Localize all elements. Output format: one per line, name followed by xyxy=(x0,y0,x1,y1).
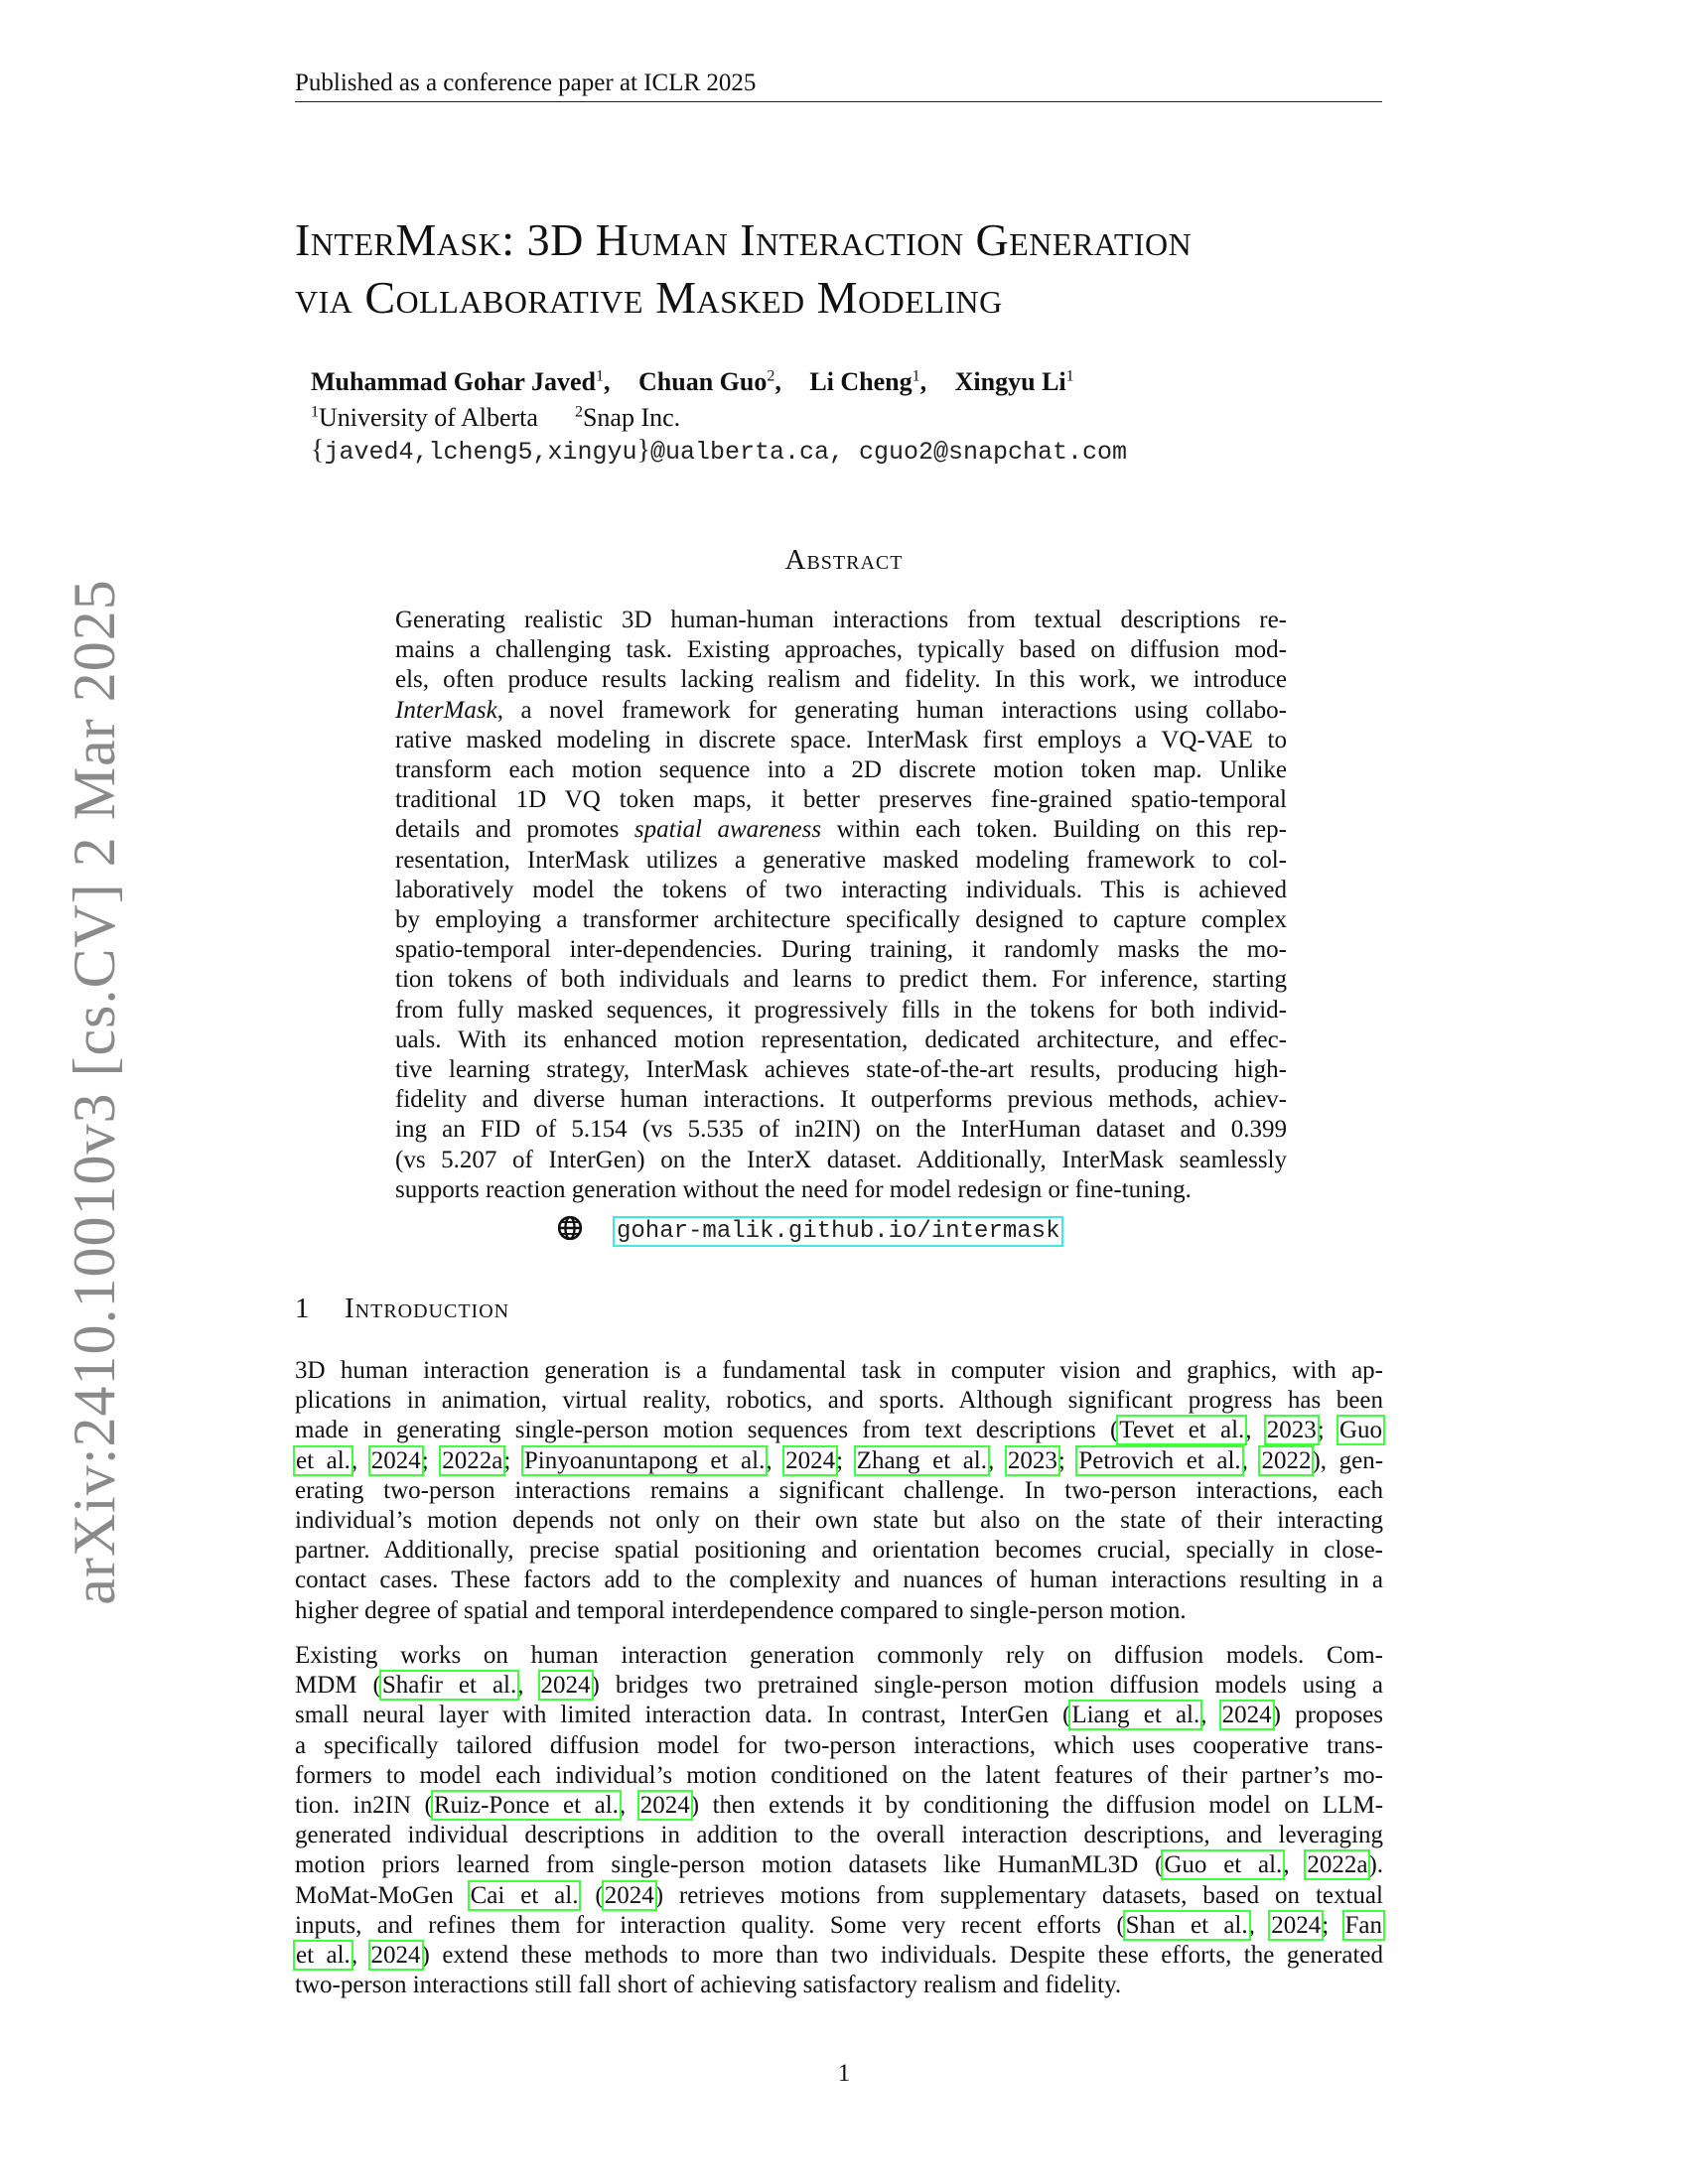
text-line: made in generating single-person motion sequences from text descriptions (Tevet et al., 2023; Guo xyxy=(295,1417,1382,1444)
affiliation-mark: 1 xyxy=(311,403,319,421)
author-emails xyxy=(311,435,1127,467)
text-line: contact cases. These factors add to the complexity and nuances of human interactions resulting in a xyxy=(295,1567,1383,1594)
abstract-line: uals. With its enhanced motion representation, dedicated architecture, and effec- xyxy=(395,1025,1287,1053)
citation-link[interactable]: 2024 xyxy=(639,1792,690,1820)
text-line: 3D human interaction generation is a fundamental task in computer vision and graphics, with ap- xyxy=(295,1357,1383,1384)
abstract-line: ing an FID of 5.154 (vs 5.535 of in2IN) on the InterHuman dataset and 0.399 xyxy=(395,1116,1287,1144)
abstract-line: traditional 1D VQ token maps, it better preserves fine-grained spatio-temporal xyxy=(395,786,1287,814)
email-domains: @ualberta.ca, cguo2@snapchat.com xyxy=(649,438,1128,467)
email-brace-close: } xyxy=(636,435,650,466)
citation-link[interactable]: et al. xyxy=(296,1446,351,1474)
citation-link[interactable]: Ruiz-Ponce et al. xyxy=(433,1792,619,1820)
text-line: individual’s motion depends not only on their own state but also on the state of their interacting xyxy=(295,1507,1383,1535)
author-affiliation-mark: 2 xyxy=(767,367,775,385)
author-affiliation-mark: 1 xyxy=(1065,367,1074,385)
text-line: inputs, and refines them for interaction quality. Some very recent efforts (Shan et al., 2024; Fan xyxy=(295,1911,1382,1939)
arxiv-identifier-stamp: arXiv:2410.10010v3 [cs.CV] 2 Mar 2025 xyxy=(62,579,127,1605)
citation-link[interactable]: 2024 xyxy=(370,1446,421,1474)
text-line: plications in animation, virtual reality, robotics, and sports. Although significant progress has been xyxy=(295,1387,1383,1415)
author-name: Li Cheng xyxy=(809,367,913,396)
text-line: higher degree of spatial and temporal interdependence compared to single-person motion. xyxy=(295,1596,1187,1624)
citation-link[interactable]: 2024 xyxy=(604,1881,654,1909)
text-line: et al., 2024; 2022a; Pinyoanuntapong et al., 2024; Zhang et al., 2023; Petrovich et al., 2022), gen- xyxy=(296,1446,1384,1474)
text-line: MDM (Shafir et al., 2024) bridges two pretrained single-person motion diffusion models using a xyxy=(295,1672,1384,1700)
text-line: partner. Additionally, precise spatial positioning and orientation becomes crucial, specially in close- xyxy=(295,1537,1383,1565)
citation-link[interactable]: Petrovich et al. xyxy=(1078,1446,1241,1474)
text-line: Existing works on human interaction generation commonly rely on diffusion models. Com- xyxy=(295,1642,1383,1669)
citation-link[interactable]: 2024 xyxy=(1221,1702,1272,1729)
abstract-line: spatio-temporal inter-dependencies. During training, it randomly masks the mo- xyxy=(395,936,1287,964)
author-affiliation-mark: 1 xyxy=(912,367,920,385)
section-number: 1 xyxy=(295,1293,310,1324)
abstract-line: details and promotes spatial awareness within each token. Building on this rep- xyxy=(395,816,1287,844)
citation-link[interactable]: Pinyoanuntapong et al. xyxy=(523,1446,766,1474)
citation-link[interactable]: 2022 xyxy=(1261,1446,1312,1474)
abstract-line: Generating realistic 3D human-human interactions from textual descriptions re- xyxy=(395,607,1287,633)
page-number: 1 xyxy=(837,2060,851,2087)
section-heading-introduction xyxy=(295,1293,509,1325)
text-line: motion priors learned from single-person motion datasets like HumanML3D (Guo et al., 2022a). xyxy=(295,1851,1384,1879)
title-line-1: InterMask: 3D Human Interaction Generation xyxy=(295,214,1193,265)
affiliation-mark: 2 xyxy=(574,403,583,421)
globe-icon xyxy=(557,1215,583,1241)
citation-link[interactable]: 2023 xyxy=(1007,1446,1057,1474)
abstract-line: tion tokens of both individuals and learns to predict them. For inference, starting xyxy=(395,966,1287,994)
abstract-line: fidelity and diverse human interactions. It outperforms previous methods, achiev- xyxy=(395,1086,1287,1114)
abstract-line: resentation, InterMask utilizes a generative masked modeling framework to col- xyxy=(395,846,1287,874)
citation-link[interactable]: Zhang et al. xyxy=(856,1446,988,1474)
text-line: tion. in2IN (Ruiz-Ponce et al., 2024) then extends it by conditioning the diffusion model on LLM- xyxy=(295,1792,1384,1820)
author-name: Xingyu Li xyxy=(954,367,1066,396)
abstract-line: laboratively model the tokens of two interacting individuals. This is achieved xyxy=(395,876,1287,903)
email-usernames: javed4,lcheng5,xingyu xyxy=(324,438,637,467)
abstract-line: InterMask, a novel framework for generating human interactions using collabo- xyxy=(395,696,1287,724)
abstract-line: tive learning strategy, InterMask achieves state-of-the-art results, producing high- xyxy=(395,1056,1287,1084)
citation-link[interactable]: 2024 xyxy=(540,1672,591,1700)
abstract-line: by employing a transformer architecture specifically designed to capture complex xyxy=(395,906,1287,934)
abstract-body xyxy=(395,606,1287,1205)
emphasized-term: spatial awareness xyxy=(633,816,822,844)
abstract-line: mains a challenging task. Existing approaches, typically based on diffusion mod- xyxy=(395,636,1287,664)
citation-link[interactable]: Fan xyxy=(1344,1911,1382,1939)
project-link[interactable] xyxy=(557,1215,1063,1245)
text-line: two-person interactions still fall short of achieving satisfactory realism and fidelity. xyxy=(295,1972,1122,1999)
text-line: small neural layer with limited interaction data. In contrast, InterGen (Liang et al., 2024) proposes xyxy=(295,1702,1383,1729)
intro-paragraph-1 xyxy=(295,1356,1383,1626)
citation-link[interactable]: 2022a xyxy=(1307,1851,1368,1879)
intro-paragraph-2 xyxy=(295,1641,1383,2000)
citation-link[interactable]: 2024 xyxy=(370,1942,421,1970)
citation-link[interactable]: Shan et al. xyxy=(1125,1911,1248,1939)
author-name: Muhammad Gohar Javed xyxy=(311,367,596,396)
citation-link[interactable]: 2022a xyxy=(442,1446,503,1474)
text-line: generated individual descriptions in addition to the overall interaction descriptions, and leveraging xyxy=(295,1822,1383,1849)
text-line: et al., 2024) extend these methods to more than two individuals. Despite these efforts, the generated xyxy=(296,1942,1383,1970)
author-name: Chuan Guo xyxy=(638,367,768,396)
citation-link[interactable]: Liang et al. xyxy=(1071,1702,1200,1729)
affiliation-name: Snap Inc. xyxy=(582,403,681,432)
emphasized-term: InterMask xyxy=(395,696,497,724)
section-title: Introduction xyxy=(345,1293,510,1324)
abstract-line: els, often produce results lacking realism and fidelity. In this work, we introduce xyxy=(395,666,1287,694)
citation-link[interactable]: et al. xyxy=(296,1942,351,1970)
running-header: Published as a conference paper at ICLR 2025 xyxy=(295,69,1382,102)
title-line-2: via Collaborative Masked Modeling xyxy=(295,272,1003,323)
abstract-line: transform each motion sequence into a 2D discrete motion token map. Unlike xyxy=(395,756,1287,784)
citation-link[interactable]: 2023 xyxy=(1266,1417,1317,1444)
paper-title xyxy=(295,211,1387,327)
text-line: a specifically tailored diffusion model for two-person interactions, which uses cooperative trans- xyxy=(295,1731,1383,1759)
citation-link[interactable]: 2024 xyxy=(785,1446,836,1474)
citation-link[interactable]: Cai et al. xyxy=(470,1881,579,1909)
abstract-line: from fully masked sequences, it progressively fills in the tokens for both individ- xyxy=(395,996,1287,1024)
citation-link[interactable]: Tevet et al. xyxy=(1119,1417,1245,1444)
affiliations xyxy=(311,403,680,433)
email-brace-open: { xyxy=(311,435,325,466)
author-affiliation-mark: 1 xyxy=(596,367,604,385)
text-line: MoMat-MoGen Cai et al. (2024) retrieves motions from supplementary datasets, based on textual xyxy=(295,1881,1383,1909)
project-url-link[interactable]: gohar-malik.github.io/intermask xyxy=(613,1216,1063,1247)
citation-link[interactable]: Guo xyxy=(1338,1417,1382,1444)
abstract-line: supports reaction generation without the need for model redesign or fine-tuning. xyxy=(395,1175,1192,1203)
citation-link[interactable]: Guo et al. xyxy=(1164,1851,1283,1879)
abstract-heading: Abstract xyxy=(784,544,904,576)
text-line: erating two-person interactions remains a significant challenge. In two-person interactions, each xyxy=(295,1476,1383,1504)
abstract-line: rative masked modeling in discrete space. InterMask first employs a VQ-VAE to xyxy=(395,726,1287,753)
text-line: formers to model each individual’s motion conditioned on the latent features of their partner’s mo- xyxy=(295,1761,1383,1789)
author-list: Muhammad Gohar Javed$^1$, Chuan Guo$^2$, Li Cheng$^1$, Xingyu Li$^1$ xyxy=(311,367,1074,396)
abstract-line: (vs 5.207 of InterGen) on the InterX dataset. Additionally, InterMask seamlessly xyxy=(395,1146,1287,1173)
affiliation-name: University of Alberta xyxy=(319,403,538,432)
citation-link[interactable]: 2024 xyxy=(1271,1911,1322,1939)
citation-link[interactable]: Shafir et al. xyxy=(381,1672,517,1700)
